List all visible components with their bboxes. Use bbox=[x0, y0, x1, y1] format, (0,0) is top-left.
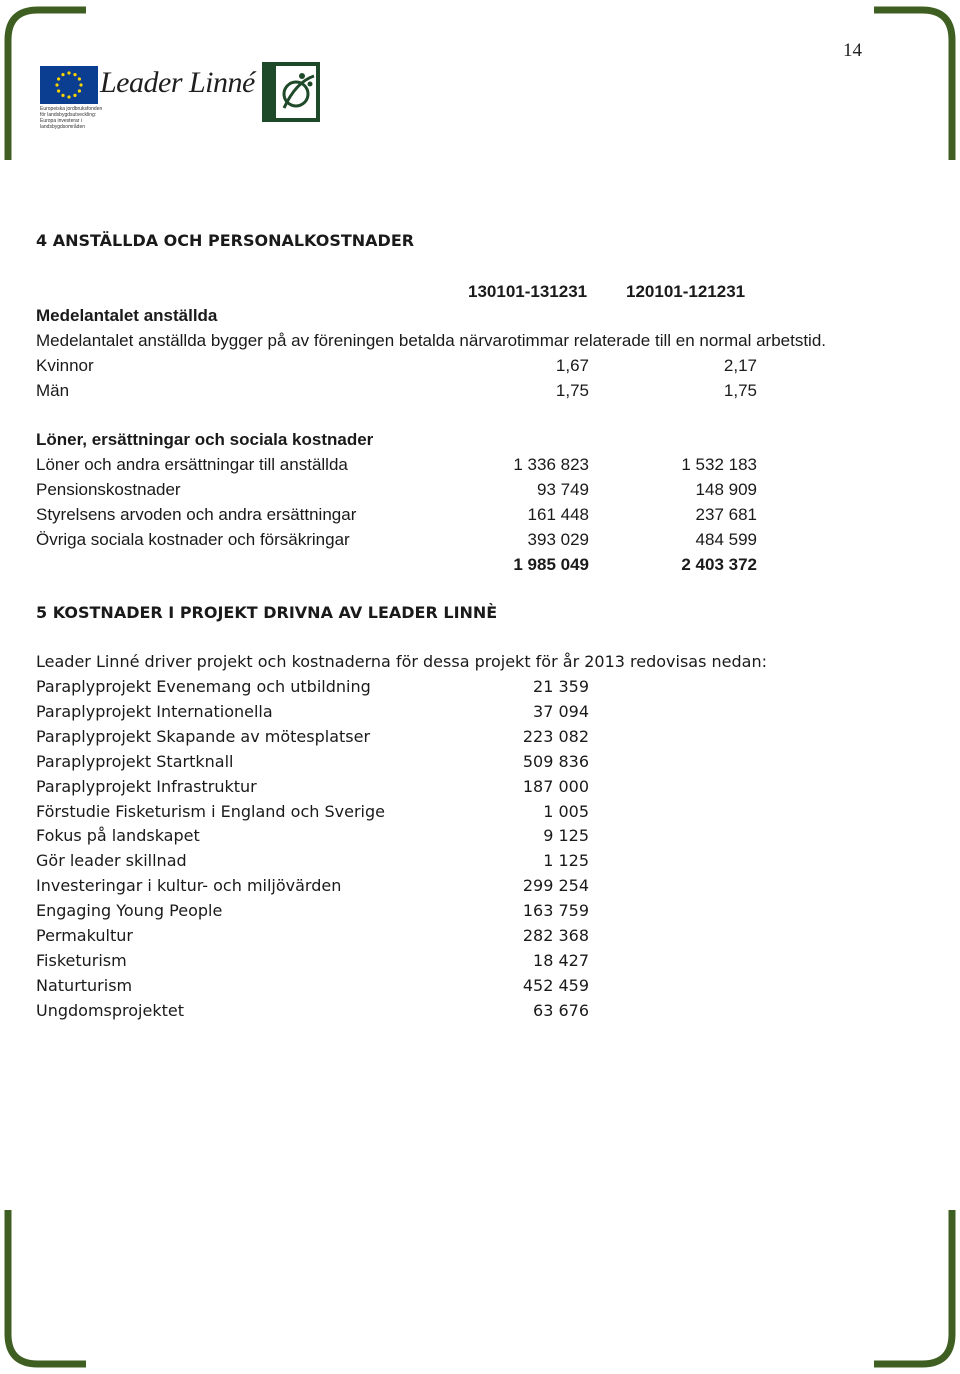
project-cost-value: 21 359 bbox=[533, 677, 589, 696]
row-value-2013: 1,75 bbox=[555, 381, 589, 400]
project-label: Engaging Young People bbox=[36, 901, 223, 921]
row-value-2012: 484 599 bbox=[695, 530, 757, 549]
project-label: Gör leader skillnad bbox=[36, 851, 187, 871]
project-cost-value: 18 427 bbox=[533, 950, 589, 970]
project-label: Ungdomsprojektet bbox=[36, 1000, 184, 1020]
section4-heading: 4 ANSTÄLLDA OCH PERSONALKOSTNADER bbox=[36, 231, 415, 250]
section5-intro: Leader Linné driver projekt och kostnaderna för dessa projekt för år 2013 redovisas nedan: bbox=[36, 652, 767, 671]
project-cost-value: 163 759 bbox=[522, 901, 589, 921]
row-value-2013: 161 448 bbox=[527, 505, 589, 524]
project-cost-value: 1 125 bbox=[543, 851, 589, 871]
column-header-2012: 120101-121231 bbox=[626, 282, 746, 301]
project-cost-value: 299 254 bbox=[522, 876, 589, 896]
row-label: Män bbox=[36, 381, 70, 400]
project-cost-value: 9 125 bbox=[543, 826, 589, 846]
project-label: Naturturism bbox=[36, 975, 133, 995]
project-label: Fisketurism bbox=[36, 950, 127, 970]
project-cost-value: 282 368 bbox=[522, 926, 589, 945]
project-label: Permakultur bbox=[36, 926, 133, 945]
row-value-2012: 1 532 183 bbox=[681, 455, 757, 474]
project-cost-value: 1 005 bbox=[543, 801, 589, 821]
total-2012: 2 403 372 bbox=[681, 555, 757, 574]
salary-heading: Löner, ersättningar och sociala kostnader bbox=[36, 430, 374, 449]
row-label: Pensionskostnader bbox=[36, 480, 181, 499]
page-number: 14 bbox=[843, 40, 862, 61]
project-cost-value: 452 459 bbox=[522, 975, 589, 995]
project-label: Fokus på landskapet bbox=[36, 826, 200, 846]
header-logo bbox=[40, 62, 322, 130]
row-value-2013: 93 749 bbox=[537, 480, 589, 499]
avg-employees-heading: Medelantalet anställda bbox=[36, 306, 218, 325]
brand-name: Leader Linné bbox=[100, 66, 255, 99]
total-2013: 1 985 049 bbox=[513, 555, 589, 574]
project-label: Paraplyprojekt Infrastruktur bbox=[36, 776, 257, 796]
project-cost-value: 63 676 bbox=[533, 1000, 589, 1020]
row-label: Styrelsens arvoden och andra ersättningar bbox=[36, 505, 357, 524]
section5-heading: 5 KOSTNADER I PROJEKT DRIVNA AV LEADER LINNÈ bbox=[36, 603, 498, 622]
project-label: Investeringar i kultur- och miljövärden bbox=[36, 876, 342, 896]
leader-emblem-icon bbox=[262, 62, 320, 122]
row-label: Övriga sociala kostnader och försäkringar bbox=[36, 530, 350, 549]
project-cost-value: 509 836 bbox=[522, 751, 589, 771]
row-value-2013: 393 029 bbox=[527, 530, 589, 549]
project-label: Paraplyprojekt Evenemang och utbildning bbox=[36, 677, 371, 696]
project-cost-value: 223 082 bbox=[522, 726, 589, 746]
row-value-2012: 237 681 bbox=[695, 505, 757, 524]
project-label: Paraplyprojekt Startknall bbox=[36, 751, 234, 771]
column-header-2013: 130101-131231 bbox=[468, 282, 588, 301]
row-label: Löner och andra ersättningar till anställda bbox=[36, 455, 348, 474]
project-label: Paraplyprojekt Skapande av mötesplatser bbox=[36, 726, 371, 746]
eu-flag-icon bbox=[40, 66, 98, 104]
row-label: Kvinnor bbox=[36, 356, 94, 375]
row-value-2012: 2,17 bbox=[723, 356, 757, 375]
row-value-2012: 1,75 bbox=[723, 381, 757, 400]
project-label: Paraplyprojekt Internationella bbox=[36, 701, 273, 721]
project-cost-value: 37 094 bbox=[533, 701, 589, 721]
project-label: Förstudie Fisketurism i England och Sverige bbox=[36, 801, 385, 821]
row-value-2013: 1 336 823 bbox=[513, 455, 589, 474]
row-value-2013: 1,67 bbox=[555, 356, 589, 375]
project-cost-value: 187 000 bbox=[522, 776, 589, 796]
avg-employees-note: Medelantalet anställda bygger på av föreningen betalda närvarotimmar relaterade till en normal arbetstid. bbox=[36, 331, 827, 350]
row-value-2012: 148 909 bbox=[695, 480, 757, 499]
eu-fund-text: Europeiska jordbruksfonden för landsbygdsutveckling: Europa investerar i landsbygdsområden bbox=[40, 106, 103, 130]
